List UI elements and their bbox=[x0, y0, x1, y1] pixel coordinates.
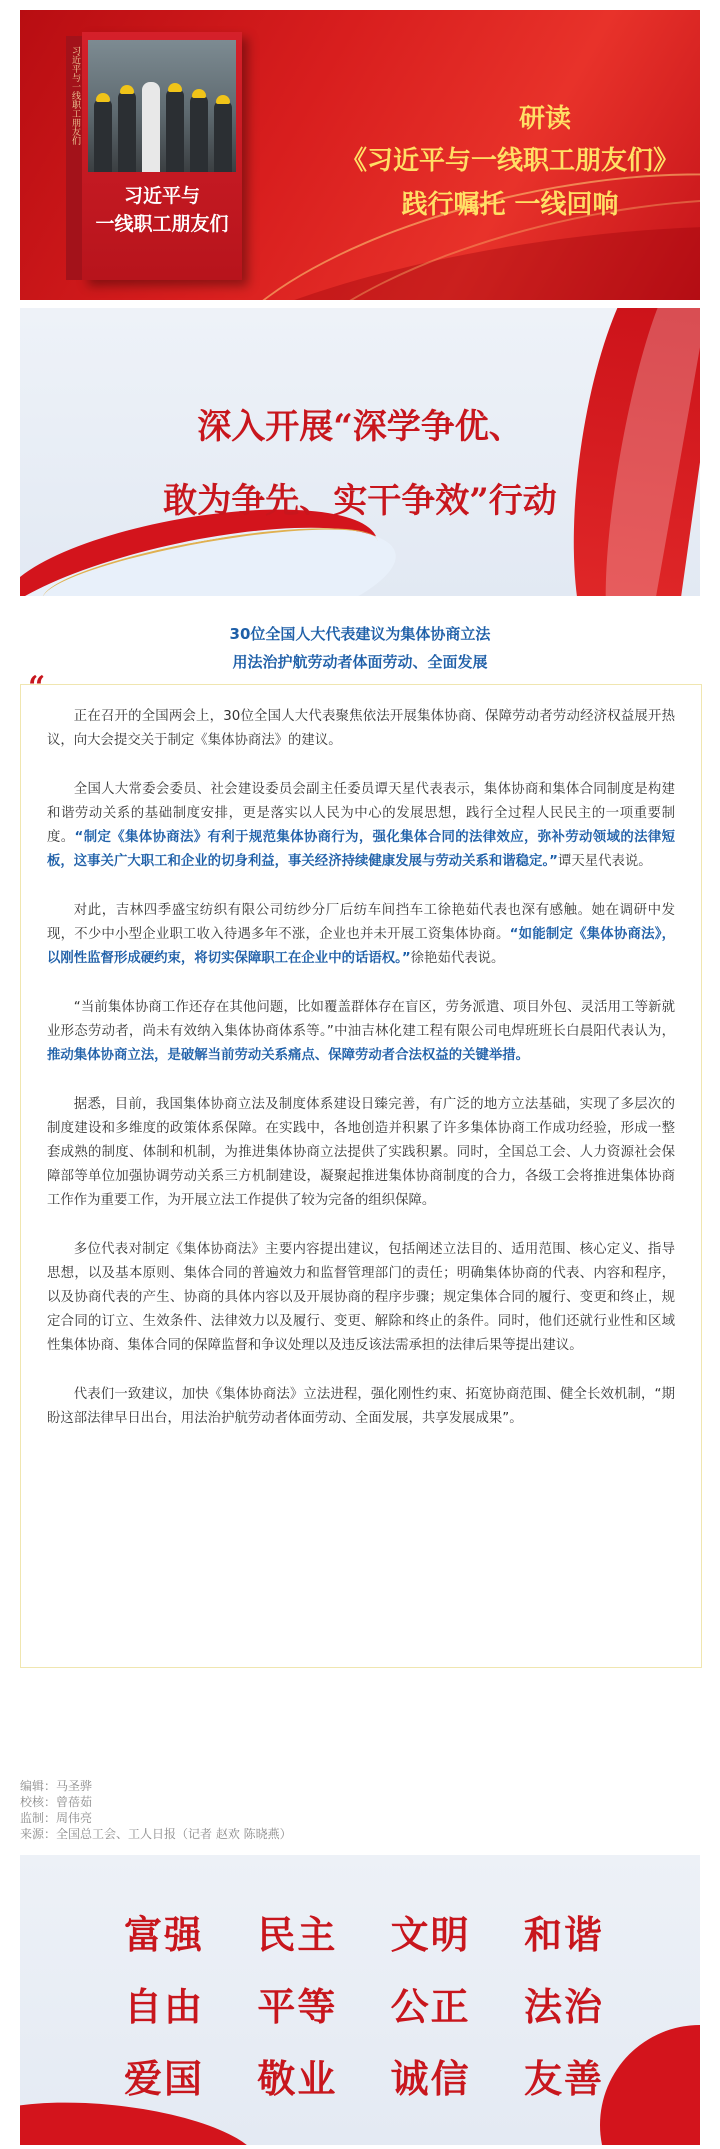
book-title-line: 一线职工朋友们 bbox=[95, 213, 229, 235]
article-title bbox=[20, 620, 700, 676]
hardhat-icon bbox=[168, 83, 182, 92]
article-title-line: 30位全国人大代表建议为集体协商立法 bbox=[229, 625, 491, 643]
campaign-banner bbox=[20, 308, 700, 596]
book-spine-title: 习近平与一线职工朋友们 bbox=[70, 46, 80, 145]
core-values-row bbox=[124, 1895, 604, 1967]
core-values-row bbox=[124, 1967, 604, 2039]
book-title bbox=[82, 182, 242, 238]
paragraph-text: 全国人大常委会委员、社会建设委员会副主任委员谭天星代表表示，集体协商和集体合同制度是构建和谐劳动关系的基础制度安排，更是落实以人民为中心的发展思想，践行全过程人民民主的一项重要制度。 bbox=[47, 782, 675, 845]
banner-headline bbox=[310, 100, 700, 226]
article-title-line: 用法治护航劳动者体面劳动、全面发展 bbox=[232, 653, 488, 671]
credits bbox=[20, 1778, 700, 1842]
header-banner-book bbox=[20, 10, 700, 300]
highlight-quote: “制定《集体协商法》有利于规范集体协商行为，强化集体合同的法律效应，弥补劳动领域的法律短板，这事关广大职工和企业的切身利益，事关经济持续健康发展与劳动关系和谐稳定。” bbox=[47, 830, 675, 869]
core-value: 富强 bbox=[124, 1911, 205, 1957]
highlight-quote: 推动集体协商立法，是破解当前劳动关系痛点、保障劳动者合法权益的关键举措。 bbox=[47, 1048, 530, 1063]
worker-figure bbox=[214, 100, 232, 172]
campaign-slogan-line: 敢为争先、实干争效”行动 bbox=[163, 481, 557, 521]
book-cover bbox=[70, 32, 242, 280]
core-value: 法治 bbox=[523, 1983, 604, 2029]
hardhat-icon bbox=[96, 93, 110, 102]
core-value: 平等 bbox=[257, 1983, 338, 2029]
credit-source: 来源：全国总工会、工人日报（记者 赵欢 陈晓燕） bbox=[20, 1827, 292, 1841]
paragraph-text: 据悉，目前，我国集体协商立法及制度体系建设日臻完善，有广泛的地方立法基础，实现了多层次的制度建设和多维度的政策体系保障。在实践中，各地创造并积累了许多集体协商工作成功经验，形成一整套成熟的制度、体制和机制，为推进集体协商立法提供了实践积累。同时，全国总工会、人力资源社会保障部等单位加强协调劳动关系三方机制建设，凝聚起推进集体协商制度的合力，各级工会将推进集体协商工作作为重要工作，为开展立法工作提供了较为完备的组织保障。 bbox=[47, 1097, 675, 1208]
book-cover-photo bbox=[88, 40, 236, 172]
banner-decoration bbox=[600, 2025, 700, 2145]
paragraph-text: 徐艳茹代表说。 bbox=[410, 951, 505, 966]
core-value: 公正 bbox=[390, 1983, 471, 2029]
core-value: 敬业 bbox=[257, 2055, 338, 2101]
worker-figure bbox=[142, 82, 160, 172]
quote-mark-icon: “ bbox=[28, 670, 46, 705]
article-body bbox=[20, 684, 702, 1668]
hardhat-icon bbox=[120, 85, 134, 94]
core-values-grid bbox=[124, 1895, 604, 2111]
book-title-line: 习近平与 bbox=[123, 185, 200, 207]
core-value: 民主 bbox=[257, 1911, 338, 1957]
paragraph-text: 代表们一致建议，加快《集体协商法》立法进程，强化刚性约束、拓宽协商范围、健全长效机制，“期盼这部法律早日出台，用法治护航劳动者体面劳动、全面发展，共享发展成果”。 bbox=[47, 1387, 675, 1426]
paragraph bbox=[47, 1238, 675, 1358]
paragraph bbox=[47, 705, 675, 753]
credit-editor: 编辑：马圣骅 bbox=[20, 1779, 93, 1793]
worker-figure bbox=[94, 98, 112, 172]
core-values-banner bbox=[20, 1855, 700, 2145]
banner-headline-line: 践行嘱托 一线回响 bbox=[401, 190, 619, 220]
core-value: 和谐 bbox=[523, 1911, 604, 1957]
campaign-slogan bbox=[60, 390, 660, 538]
paragraph-text: 对此，吉林四季盛宝纺织有限公司纺纱分厂后纺车间挡车工徐艳茹代表也深有感触。她在调研中发现，不少中小型企业职工收入待遇多年不涨，企业也并未开展工资集体协商。 bbox=[47, 903, 675, 942]
credit-supervise: 监制：周伟亮 bbox=[20, 1811, 93, 1825]
paragraph-text: 多位代表对制定《集体协商法》主要内容提出建议，包括阐述立法目的、适用范围、核心定义、指导思想，以及基本原则、集体合同的普遍效力和监督管理部门的责任；明确集体协商的代表、内容和程序，以及协商代表的产生、协商的具体内容以及开展协商的程序步骤；规定集体合同的履行、变更和终止，规定合同的订立、生效条件、法律效力以及履行、变更、解除和终止的条件。同时，他们还就行业性和区域性集体协商、集体合同的保障监督和争议处理以及违反该法需承担的法律后果等提出建议。 bbox=[47, 1242, 675, 1353]
worker-figure bbox=[118, 90, 136, 172]
paragraph bbox=[47, 1383, 675, 1431]
worker-figure bbox=[190, 94, 208, 172]
core-value: 文明 bbox=[390, 1911, 471, 1957]
highlight-quote: “如能制定《集体协商法》，以刚性监督形成硬约束，将切实保障职工在企业中的话语权。” bbox=[47, 927, 676, 966]
core-values-row bbox=[124, 2039, 604, 2111]
paragraph-text: 正在召开的全国两会上，30位全国人大代表聚焦依法开展集体协商、保障劳动者劳动经济权益展开热议，向大会提交关于制定《集体协商法》的建议。 bbox=[47, 709, 675, 748]
paragraph-text: “当前集体协商工作还存在其他问题，比如覆盖群体存在盲区，劳务派遣、项目外包、灵活用工等新就业形态劳动者，尚未有效纳入集体协商体系等。”中油吉林化建工程有限公司电焊班班长白晨阳代表认为， bbox=[47, 1000, 675, 1039]
core-value: 爱国 bbox=[124, 2055, 205, 2101]
paragraph bbox=[47, 996, 675, 1068]
paragraph-text: 谭天星代表说。 bbox=[557, 854, 652, 869]
worker-figure bbox=[166, 88, 184, 172]
paragraph bbox=[47, 778, 675, 874]
core-value: 诚信 bbox=[390, 2055, 471, 2101]
banner-headline-line: 研读 bbox=[518, 104, 571, 134]
paragraph bbox=[47, 899, 675, 971]
paragraph bbox=[47, 1093, 675, 1213]
core-value: 友善 bbox=[523, 2055, 604, 2101]
hardhat-icon bbox=[216, 95, 230, 104]
banner-headline-line: 《习近平与一线职工朋友们》 bbox=[340, 146, 679, 176]
hardhat-icon bbox=[192, 89, 206, 98]
campaign-slogan-line: 深入开展“深学争优、 bbox=[197, 407, 523, 447]
core-value: 自由 bbox=[124, 1983, 205, 2029]
credit-proofread: 校核：曾蓓茹 bbox=[20, 1795, 93, 1809]
